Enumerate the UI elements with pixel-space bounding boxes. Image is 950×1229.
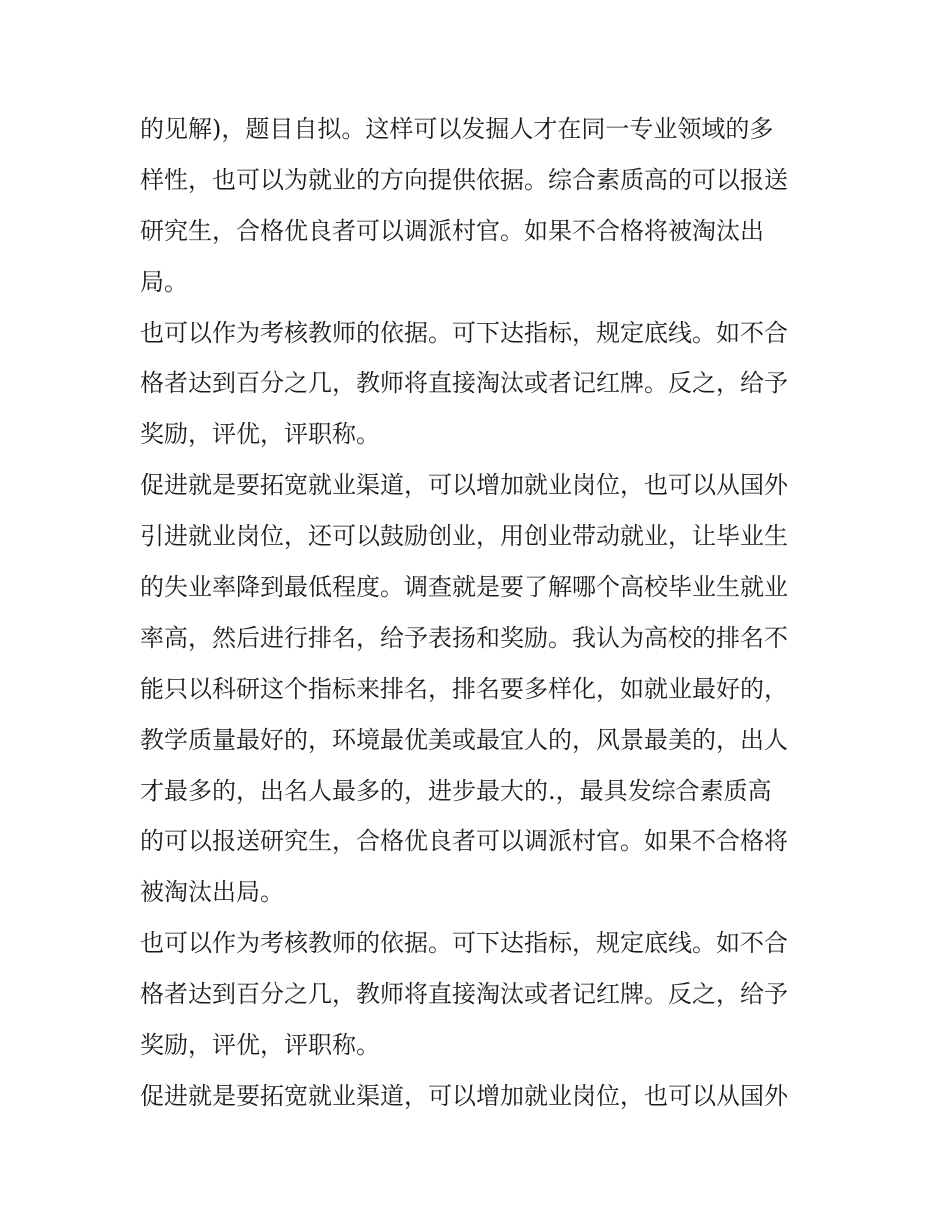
text-line-4: 局。 bbox=[140, 267, 188, 296]
text-line-1: 的见解)，题目自拟。这样可以发掘人才在同一专业领域的多 bbox=[140, 115, 774, 143]
text-line-9: 引进就业岗位，还可以鼓励创业，用创业带动就业，让毕业生 bbox=[140, 522, 788, 551]
text-line-16: 被淘汰出局。 bbox=[140, 878, 284, 907]
text-line-19: 奖励，评优，评职称。 bbox=[140, 1031, 380, 1060]
text-line-6: 格者达到百分之几，教师将直接淘汰或者记红牌。反之，给予 bbox=[140, 369, 788, 398]
text-line-13: 教学质量最好的，环境最优美或最宜人的，风景最美的，出人 bbox=[140, 725, 788, 754]
text-line-18: 格者达到百分之几，教师将直接淘汰或者记红牌。反之，给予 bbox=[140, 980, 788, 1009]
text-line-17: 也可以作为考核教师的依据。可下达指标，规定底线。如不合 bbox=[140, 929, 788, 958]
text-line-7: 奖励，评优，评职称。 bbox=[140, 420, 380, 449]
text-line-15: 的可以报送研究生，合格优良者可以调派村官。如果不合格将 bbox=[140, 827, 788, 856]
document-body bbox=[140, 104, 820, 1122]
text-line-12: 能只以科研这个指标来排名，排名要多样化，如就业最好的， bbox=[140, 674, 788, 703]
text-line-3: 研究生，合格优良者可以调派村官。如果不合格将被淘汰出 bbox=[140, 216, 764, 245]
text-line-11: 率高，然后进行排名，给予表扬和奖励。我认为高校的排名不 bbox=[140, 623, 788, 652]
text-line-20: 促进就是要拓宽就业渠道，可以增加就业岗位，也可以从国外 bbox=[140, 1081, 788, 1110]
text-line-14: 才最多的，出名人最多的，进步最大的.，最具发综合素质高 bbox=[140, 776, 772, 805]
text-line-10: 的失业率降到最低程度。调查就是要了解哪个高校毕业生就业 bbox=[140, 573, 788, 602]
text-line-2: 样性，也可以为就业的方向提供依据。综合素质高的可以报送 bbox=[140, 165, 788, 194]
text-line-8: 促进就是要拓宽就业渠道，可以增加就业岗位，也可以从国外 bbox=[140, 471, 788, 500]
text-line-5: 也可以作为考核教师的依据。可下达指标，规定底线。如不合 bbox=[140, 318, 788, 347]
